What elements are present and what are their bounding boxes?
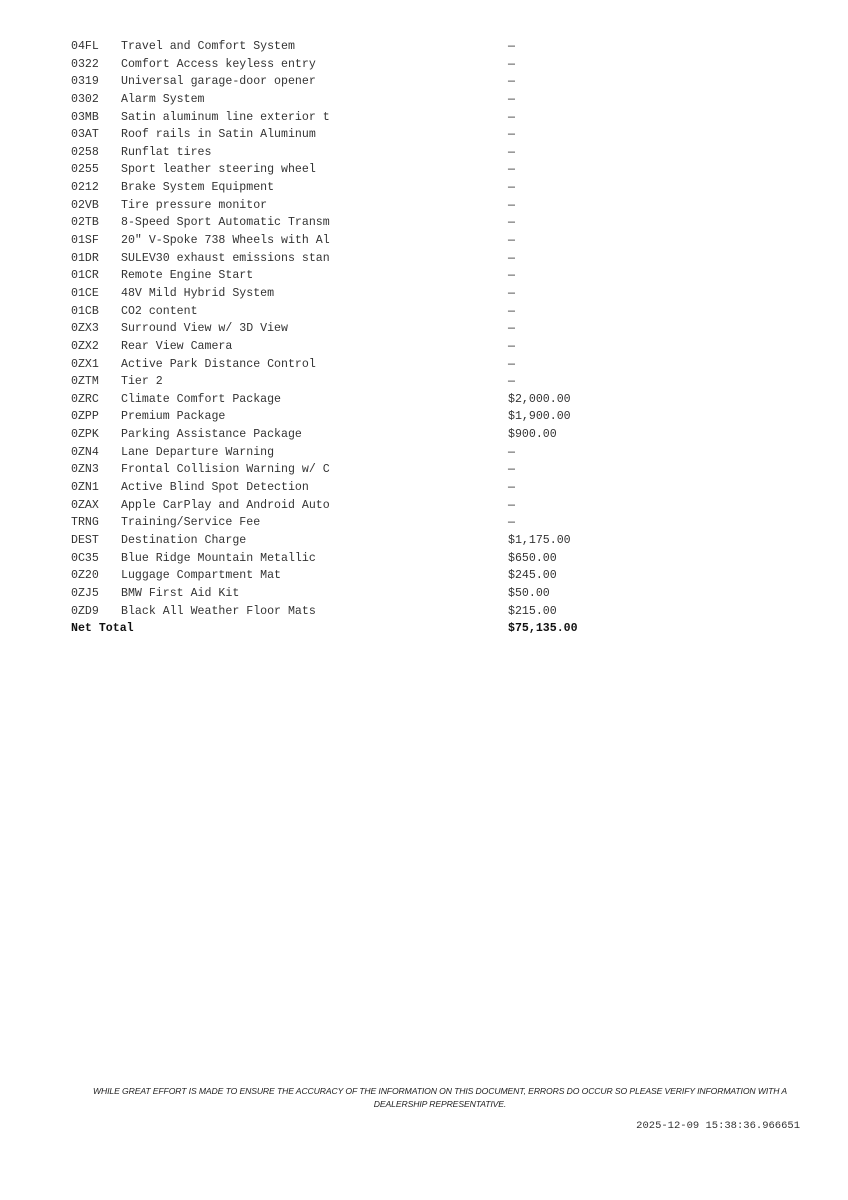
option-code: 0ZX1 (71, 357, 99, 371)
option-price: — (508, 234, 515, 248)
option-price: $50.00 (508, 586, 550, 600)
option-row (71, 91, 631, 109)
option-price: — (508, 57, 515, 71)
option-code: 02VB (71, 198, 99, 212)
timestamp: 2025-12-09 15:38:36.966651 (636, 1120, 800, 1132)
option-price: — (508, 516, 515, 530)
disclaimer-line-2: DEALERSHIP REPRESENTATIVE. (373, 1099, 507, 1109)
option-description: Surround View w/ 3D View (121, 322, 288, 336)
option-code: 0ZX2 (71, 339, 99, 353)
option-code: 0255 (71, 163, 99, 177)
option-price: — (508, 251, 515, 265)
option-row (71, 408, 631, 426)
option-description: Apple CarPlay and Android Auto (121, 498, 330, 512)
option-row (71, 567, 631, 585)
option-row (71, 356, 631, 374)
option-row (71, 603, 631, 621)
option-row (71, 373, 631, 391)
option-description: BMW First Aid Kit (121, 586, 240, 600)
option-price: — (508, 128, 515, 142)
option-code: 0Z20 (71, 569, 99, 583)
option-description: Brake System Equipment (121, 181, 275, 195)
option-description: Luggage Compartment Mat (121, 569, 282, 583)
option-price: — (508, 92, 515, 106)
option-code: 0258 (71, 145, 99, 159)
option-row (71, 197, 631, 215)
option-description: Active Blind Spot Detection (121, 481, 309, 495)
option-description: Blue Ridge Mountain Metallic (121, 551, 316, 565)
option-price: $1,900.00 (508, 410, 571, 424)
disclaimer (70, 1085, 810, 1111)
option-description: Sport leather steering wheel (121, 163, 316, 177)
option-price: — (508, 269, 515, 283)
option-row (71, 550, 631, 568)
option-description: Satin aluminum line exterior t (121, 110, 330, 124)
option-code: 0ZJ5 (71, 586, 99, 600)
option-description: Universal garage-door opener (121, 75, 316, 89)
option-code: 0ZN3 (71, 463, 99, 477)
option-code: 0ZRC (71, 392, 99, 406)
option-price: — (508, 181, 515, 195)
option-code: 01CR (71, 269, 99, 283)
option-description: Premium Package (121, 410, 226, 424)
option-row (71, 56, 631, 74)
option-code: 03AT (71, 128, 99, 142)
option-description: SULEV30 exhaust emissions stan (121, 251, 330, 265)
option-price: $215.00 (508, 604, 557, 618)
option-code: 0ZTM (71, 375, 99, 389)
option-row (71, 109, 631, 127)
option-code: 01SF (71, 234, 99, 248)
disclaimer-line-1: WHILE GREAT EFFORT IS MADE TO ENSURE THE ACCURACY OF THE INFORMATION ON THIS DOCUMENT, ERRORS DO OCCUR SO PLEASE VERIFY INFORMATION WITH A (93, 1086, 787, 1096)
net-total-label: Net Total (71, 622, 134, 636)
option-code: 01CB (71, 304, 99, 318)
option-price: — (508, 216, 515, 230)
option-price: — (508, 498, 515, 512)
option-code: 0212 (71, 181, 99, 195)
option-code: 0C35 (71, 551, 99, 565)
option-description: Climate Comfort Package (121, 392, 282, 406)
option-row (71, 444, 631, 462)
option-price: — (508, 339, 515, 353)
option-row (71, 267, 631, 285)
option-row (71, 303, 631, 321)
option-code: 0322 (71, 57, 99, 71)
option-row (71, 144, 631, 162)
option-code: 0ZD9 (71, 604, 99, 618)
option-row (71, 285, 631, 303)
option-price: — (508, 198, 515, 212)
option-price: — (508, 304, 515, 318)
options-table (71, 38, 631, 638)
option-code: 0ZPP (71, 410, 99, 424)
option-code: 02TB (71, 216, 99, 230)
option-row (71, 179, 631, 197)
option-row (71, 479, 631, 497)
option-row (71, 532, 631, 550)
option-code: TRNG (71, 516, 99, 530)
option-description: Travel and Comfort System (121, 40, 295, 53)
option-code: 04FL (71, 40, 99, 53)
option-description: Lane Departure Warning (121, 445, 275, 459)
option-code: 0ZAX (71, 498, 99, 512)
option-row (71, 250, 631, 268)
option-price: — (508, 357, 515, 371)
options-rows (71, 38, 631, 620)
option-row (71, 585, 631, 603)
option-description: Alarm System (121, 92, 205, 106)
option-price: — (508, 286, 515, 300)
net-total-value: $75,135.00 (508, 622, 578, 636)
option-price: — (508, 481, 515, 495)
option-row (71, 214, 631, 232)
option-price: $2,000.00 (508, 392, 571, 406)
option-description: CO2 content (121, 304, 198, 318)
option-row (71, 338, 631, 356)
option-code: 0ZPK (71, 428, 99, 442)
option-price: — (508, 110, 515, 124)
option-description: Parking Assistance Package (121, 428, 302, 442)
option-row (71, 320, 631, 338)
option-row (71, 73, 631, 91)
option-price: — (508, 322, 515, 336)
option-description: 48V Mild Hybrid System (121, 286, 275, 300)
option-price: $900.00 (508, 428, 557, 442)
option-description: 8-Speed Sport Automatic Transm (121, 216, 330, 230)
option-description: Destination Charge (121, 533, 247, 547)
option-description: Comfort Access keyless entry (121, 57, 316, 71)
option-code: 0302 (71, 92, 99, 106)
option-description: Rear View Camera (121, 339, 233, 353)
option-description: Roof rails in Satin Aluminum (121, 128, 316, 142)
option-row (71, 514, 631, 532)
option-price: $1,175.00 (508, 533, 571, 547)
option-description: Runflat tires (121, 145, 212, 159)
option-row (71, 232, 631, 250)
option-code: 03MB (71, 110, 99, 124)
option-row (71, 497, 631, 515)
option-code: 0ZX3 (71, 322, 99, 336)
option-code: 0ZN1 (71, 481, 99, 495)
option-description: Remote Engine Start (121, 269, 254, 283)
option-description: Tier 2 (121, 375, 163, 389)
option-price: — (508, 463, 515, 477)
option-price: — (508, 145, 515, 159)
option-price: — (508, 375, 515, 389)
option-price: $245.00 (508, 569, 557, 583)
option-price: — (508, 163, 515, 177)
option-price: $650.00 (508, 551, 557, 565)
option-row (71, 38, 631, 56)
option-description: Active Park Distance Control (121, 357, 316, 371)
option-price: — (508, 75, 515, 89)
option-code: 0ZN4 (71, 445, 99, 459)
option-price: — (508, 445, 515, 459)
option-code: DEST (71, 533, 99, 547)
net-total-row (71, 620, 631, 638)
option-description: Training/Service Fee (121, 516, 261, 530)
option-row (71, 426, 631, 444)
option-price: — (508, 40, 515, 53)
option-description: Frontal Collision Warning w/ C (121, 463, 330, 477)
option-code: 01CE (71, 286, 99, 300)
option-row (71, 161, 631, 179)
option-row (71, 461, 631, 479)
option-code: 0319 (71, 75, 99, 89)
option-row (71, 126, 631, 144)
option-code: 01DR (71, 251, 99, 265)
option-description: Tire pressure monitor (121, 198, 268, 212)
option-description: 20" V-Spoke 738 Wheels with Al (121, 234, 330, 248)
option-row (71, 391, 631, 409)
option-description: Black All Weather Floor Mats (121, 604, 316, 618)
